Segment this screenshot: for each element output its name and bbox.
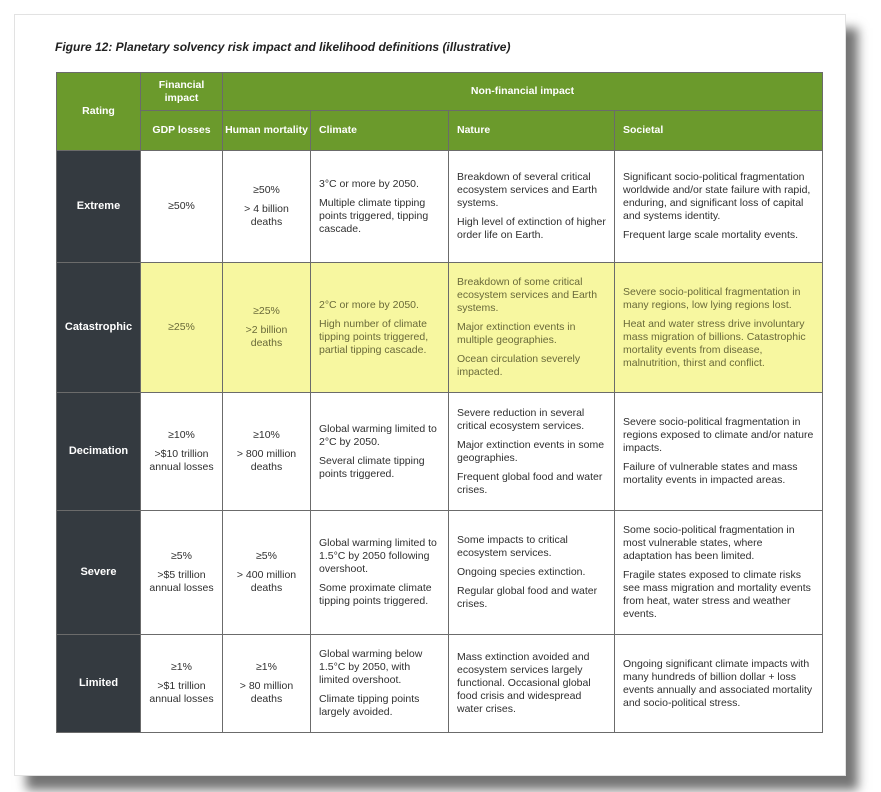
climate-cell: [311, 511, 449, 635]
cell-paragraph: 2°C or more by 2050.: [319, 298, 419, 311]
gdp-losses-cell: [141, 511, 223, 635]
risk-definitions-table: [56, 72, 823, 733]
header-non-financial-impact: Non-financial impact: [223, 73, 823, 111]
gdp-losses-cell: [141, 393, 223, 511]
rating-cell: Severe: [57, 511, 141, 635]
cell-paragraph: ≥50%: [168, 200, 195, 212]
societal-cell: [615, 635, 823, 733]
cell-paragraph: ≥10%: [168, 429, 195, 441]
cell-paragraph: ≥25%: [168, 321, 195, 333]
cell-paragraph: Some socio-political fragmentation in most vulnerable states, where adaptation has been limited.: [623, 524, 795, 562]
nature-cell: [449, 263, 615, 393]
cell-paragraph: >$1 trillion annual losses: [149, 680, 214, 705]
cell-paragraph: Global warming limited to 2°C by 2050.: [319, 422, 437, 448]
climate-cell: [311, 393, 449, 511]
rating-cell: Decimation: [57, 393, 141, 511]
human-mortality-cell: [223, 393, 311, 511]
cell-paragraph: Frequent global food and water crises.: [457, 470, 603, 496]
cell-paragraph: Global warming limited to 1.5°C by 2050 following overshoot.: [319, 537, 437, 575]
header-gdp-losses: GDP losses: [141, 111, 223, 151]
climate-cell: [311, 263, 449, 393]
cell-paragraph: Global warming below 1.5°C by 2050, with limited overshoot.: [319, 648, 423, 686]
header-financial-impact: Financial impact: [141, 73, 223, 111]
cell-paragraph: Ocean circulation severely impacted.: [457, 353, 581, 378]
cell-paragraph: ≥5%: [256, 550, 277, 562]
societal-cell: [615, 263, 823, 393]
header-rating: Rating: [57, 73, 141, 151]
cell-paragraph: Heat and water stress drive involuntary mass migration of billions. Catastrophic mortality events from disease, malnutrition, thirst and conflict.: [623, 317, 806, 369]
cell-paragraph: ≥25%: [253, 305, 280, 317]
cell-paragraph: Ongoing species extinction.: [457, 566, 586, 578]
cell-paragraph: >$5 trillion annual losses: [149, 569, 214, 594]
cell-paragraph: > 4 billion deaths: [244, 203, 289, 228]
cell-paragraph: ≥50%: [253, 184, 280, 196]
table-row: [57, 511, 823, 635]
gdp-losses-cell: [141, 263, 223, 393]
societal-cell: [615, 393, 823, 511]
table-row: [57, 263, 823, 393]
cell-paragraph: >2 billion deaths: [245, 324, 288, 349]
cell-paragraph: Failure of vulnerable states and mass mortality events in impacted areas.: [623, 461, 798, 486]
cell-paragraph: High number of climate tipping points triggered, partial tipping cascade.: [319, 317, 429, 356]
header-societal: Societal: [615, 111, 823, 151]
cell-paragraph: Severe socio-political fragmentation in many regions, low lying regions lost.: [623, 285, 801, 311]
table-row: [57, 635, 823, 733]
table-row: [57, 393, 823, 511]
cell-paragraph: > 800 million deaths: [236, 448, 297, 473]
cell-paragraph: Some proximate climate tipping points triggered.: [319, 582, 432, 607]
header-human-mortality: Human mortality: [223, 111, 311, 151]
cell-paragraph: Mass extinction avoided and ecosystem services largely functional. Occasional global food crisis and widespread water crises.: [457, 651, 591, 715]
figure-caption: Figure 12: Planetary solvency risk impact and likelihood definitions (illustrative): [55, 40, 511, 54]
human-mortality-cell: [223, 151, 311, 263]
cell-paragraph: Regular global food and water crises.: [457, 585, 598, 610]
cell-paragraph: Significant socio-political fragmentation worldwide and/or state failure with rapid, enduring, and significant loss of capital and systems identity.: [623, 171, 811, 222]
cell-paragraph: ≥5%: [171, 550, 192, 562]
cell-paragraph: ≥1%: [256, 661, 277, 673]
nature-cell: [449, 511, 615, 635]
cell-paragraph: ≥1%: [171, 661, 192, 673]
cell-paragraph: Multiple climate tipping points triggered, tipping cascade.: [319, 196, 429, 235]
human-mortality-cell: [223, 635, 311, 733]
rating-cell: Catastrophic: [57, 263, 141, 393]
cell-paragraph: Major extinction events in some geographies.: [457, 438, 605, 464]
cell-paragraph: Severe reduction in several critical ecosystem services.: [457, 406, 585, 432]
cell-paragraph: Several climate tipping points triggered.: [319, 454, 425, 480]
cell-paragraph: > 400 million deaths: [236, 569, 297, 594]
gdp-losses-cell: [141, 151, 223, 263]
cell-paragraph: Breakdown of several critical ecosystem services and Earth systems.: [457, 171, 598, 209]
header-nature: Nature: [449, 111, 615, 151]
cell-paragraph: Breakdown of some critical ecosystem services and Earth systems.: [457, 276, 598, 314]
societal-cell: [615, 151, 823, 263]
nature-cell: [449, 151, 615, 263]
cell-paragraph: Fragile states exposed to climate risks see mass migration and mortality events from heat, water stress and weather events.: [623, 569, 811, 620]
cell-paragraph: Climate tipping points largely avoided.: [319, 693, 420, 718]
rating-cell: Limited: [57, 635, 141, 733]
cell-paragraph: Major extinction events in multiple geographies.: [457, 321, 576, 346]
human-mortality-cell: [223, 511, 311, 635]
rating-cell: Extreme: [57, 151, 141, 263]
nature-cell: [449, 635, 615, 733]
climate-cell: [311, 151, 449, 263]
header-climate: Climate: [311, 111, 449, 151]
cell-paragraph: ≥10%: [253, 429, 280, 441]
cell-paragraph: > 80 million deaths: [239, 680, 294, 705]
cell-paragraph: Ongoing significant climate impacts with many hundreds of billion dollar + loss events annually and associated mortality and socio-political stress.: [623, 657, 813, 709]
societal-cell: [615, 511, 823, 635]
climate-cell: [311, 635, 449, 733]
cell-paragraph: Severe socio-political fragmentation in regions exposed to climate and/or nature impacts.: [623, 416, 814, 454]
cell-paragraph: 3°C or more by 2050.: [319, 177, 419, 190]
cell-paragraph: High level of extinction of higher order life on Earth.: [457, 216, 606, 241]
table-row: [57, 151, 823, 263]
nature-cell: [449, 393, 615, 511]
cell-paragraph: >$10 trillion annual losses: [149, 448, 214, 473]
cell-paragraph: Frequent large scale mortality events.: [623, 229, 799, 241]
cell-paragraph: Some impacts to critical ecosystem services.: [457, 534, 568, 559]
human-mortality-cell: [223, 263, 311, 393]
gdp-losses-cell: [141, 635, 223, 733]
